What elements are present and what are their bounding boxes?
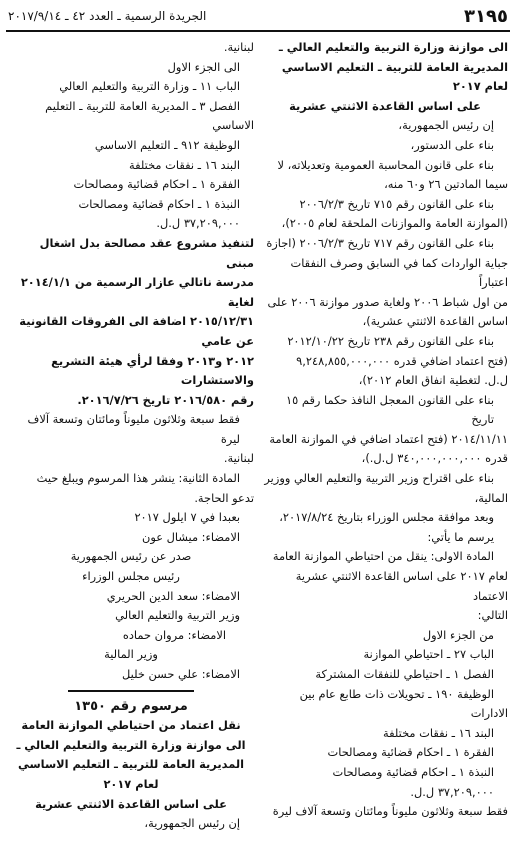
left-column-line: الباب ١١ ـ وزارة التربية والتعليم العالي: [59, 79, 240, 94]
left-column-line: الفقرة ١ ـ احكام قضائية ومصالحات: [73, 177, 240, 192]
left-column-line: لبنانية.: [223, 40, 254, 54]
left-column-line: فقط سبعة وثلاثون مليوناً ومائتان وتسعة آلاف ليرة: [27, 412, 240, 446]
right-column-line: لعام ٢٠١٧ على اساس القاعدة الاثنتي عشرية الاعتماد: [295, 569, 508, 603]
right-column: [262, 38, 508, 822]
right-column-line: ٢٠١٤/١١/١١ (فتح اعتماد اضافي في الموازنة العامة: [269, 431, 508, 446]
decree-1350-line: على اساس القاعدة الاثنتي عشرية: [35, 796, 227, 811]
right-column-line: بناء على القانون رقم ٧١٧ تاريخ ٢٠٠٦/٢/٣ (اجازة: [266, 235, 494, 250]
right-column-line: من اول شباط ٢٠٠٦ ولغاية صدور موازنة ٢٠٠٦ على: [267, 294, 508, 309]
right-column-line: (الموازنة العامة والموازنات الملحقة لعام ٢٠٠٥)،: [281, 216, 508, 231]
right-column-line: الادارات: [470, 706, 508, 721]
right-column-line: بناء على القانون رقم ٧١٥ تاريخ ٢٠٠٦/٢/٣: [299, 196, 494, 211]
right-column-line: بناء على اقتراح وزير التربية والتعليم العالي ووزير: [264, 471, 494, 486]
left-column-line: الفصل ٣ ـ المديرية العامة للتربية ـ التعليم: [45, 98, 240, 113]
right-column-line: ٣٧,٢٠٩,٠٠٠ ل.ل.: [410, 784, 494, 799]
right-column-line: لعام ٢٠١٧: [452, 79, 508, 94]
left-column-line: رقم ٢٠١٦/٥٨٠ تاريخ ٢٠١٦/٧/٢٦.: [77, 392, 254, 407]
right-column-line: الى موازنة وزارة التربية والتعليم العالي ـ: [278, 40, 508, 54]
left-column-line: المادة الثانية: ينشر هذا المرسوم ويبلغ حيث: [36, 471, 240, 486]
right-column-line: بناء على القانون المعجل النافذ حكما رقم ١٥ تاريخ: [286, 392, 494, 427]
right-column-line: التالي:: [477, 608, 508, 623]
left-column-line: وزير المالية: [104, 647, 158, 662]
gazette-title: الجريدة الرسمية ـ العدد ٤٢ ـ ٢٠١٧/٩/١٤: [8, 9, 207, 23]
decree-1350-line: إن رئيس الجمهورية،: [144, 816, 240, 831]
right-column-line: سيما المادتين ٢٦ و٦٠ منه،: [384, 177, 508, 192]
decree-1350-line: الى موازنة وزارة التربية والتعليم العالي ـ: [16, 737, 246, 752]
right-column-line: من الجزء الاول: [422, 627, 494, 642]
right-column-line: إن رئيس الجمهورية،: [398, 118, 494, 133]
right-column-line: بناء على الدستور،: [410, 137, 494, 152]
right-column-line: فقط سبعة وثلاثون مليوناً ومائتان وتسعة آلاف ليرة: [272, 804, 508, 819]
right-column-line: وبعد موافقة مجلس الوزراء بتاريخ ٢٠١٧/٨/٢٤،: [279, 510, 494, 525]
left-column-line: النبذة ١ ـ احكام قضائية ومصالحات: [78, 196, 240, 211]
left-column-line: مدرسة ناتالي عازار الرسمية من ٢٠١٤/١/١ لغاية: [20, 275, 254, 309]
left-column: [8, 38, 254, 834]
header-rule: [6, 30, 510, 32]
left-column-line: الامضاء: مروان حماده: [122, 627, 226, 642]
right-column-line: المديرية العامة للتربية ـ التعليم الاساسي: [281, 59, 508, 74]
decree-1350-line: نقل اعتماد من احتياطي الموازنة العامة: [21, 718, 241, 733]
right-column-line: يرسم ما يأتي:: [427, 529, 494, 544]
right-column-line: على اساس القاعدة الاثنتي عشرية: [289, 98, 481, 113]
section-divider: [8, 685, 254, 697]
right-column-line: المالية،: [474, 490, 508, 505]
right-column-line: (فتح اعتماد اضافي قدره ٩,٢٤٨,٨٥٥,٠٠٠,٠٠٠: [296, 353, 508, 368]
left-column-line: الوظيفة ٩١٢ ـ التعليم الاساسي: [94, 137, 240, 152]
left-column-line: بعبدا في ٧ ايلول ٢٠١٧: [134, 510, 240, 525]
right-column-line: جباية الواردات كما في السابق وصرف النفقات اعتباراً: [290, 255, 508, 290]
left-column-line: رئيس مجلس الوزراء: [82, 569, 180, 584]
left-column-line: ٣٧,٢٠٩,٠٠٠ ل.ل.: [156, 216, 240, 231]
left-column-line: لتنفيذ مشروع عقد مصالحة بدل اشغال مبنى: [39, 235, 254, 270]
left-column-line: تدعو الحاجة.: [194, 490, 254, 505]
page-header: [0, 0, 516, 32]
right-column-line: الفصل ١ ـ احتياطي للنفقات المشتركة: [315, 667, 494, 681]
left-column-line: وزير التربية والتعليم العالي: [115, 608, 240, 623]
decree-1350-line: لعام ٢٠١٧: [103, 776, 159, 791]
right-column-line: الباب ٢٧ ـ احتياطي الموازنة: [363, 647, 494, 662]
right-column-line: ل.ل. لتغطية انفاق العام ٢٠١٢)،: [358, 373, 508, 388]
left-column-line: الامضاء: سعد الدين الحريري: [106, 588, 240, 603]
left-column-line: الاساسي: [212, 118, 254, 133]
left-column-line: الى الجزء الاول: [167, 59, 240, 74]
right-column-line: الفقرة ١ ـ احكام قضائية ومصالحات: [327, 745, 494, 760]
left-column-line: البند ١٦ ـ نفقات مختلفة: [129, 157, 240, 172]
right-column-line: المادة الاولى: ينقل من احتياطي الموازنة العامة: [272, 549, 494, 564]
left-column-line: الامضاء: علي حسن خليل: [122, 667, 240, 681]
right-column-line: قدره ٣٤٠,٠٠٠,٠٠٠,٠٠٠ ل.ل.)،: [361, 451, 508, 466]
right-column-line: بناء على القانون رقم ٢٣٨ تاريخ ٢٠١٢/١٠/٢٢: [287, 333, 494, 348]
left-column-line: ٢٠١٢ و٢٠١٣ وفقا لرأي هيئة التشريع والاستشارات: [51, 353, 254, 388]
left-column-line: صدر عن رئيس الجمهورية: [70, 549, 192, 564]
right-column-line: النبذة ١ ـ احكام قضائية ومصالحات: [332, 764, 494, 779]
page-number: ٣١٩٥: [464, 6, 508, 27]
left-column-line: ٢٠١٥/١٢/٣١ اضافة الى الفروقات القانونية عن عامي: [19, 314, 254, 348]
right-column-line: البند ١٦ ـ نفقات مختلفة: [383, 725, 494, 740]
right-column-line: الوظيفة ١٩٠ ـ تحويلات ذات طابع عام بين: [299, 686, 494, 701]
right-column-line: اساس القاعدة الاثنتي عشرية)،: [362, 314, 508, 329]
right-column-line: بناء على قانون المحاسبة العمومية وتعديلاته، لا: [277, 157, 494, 172]
decree-1350-line: المديرية العامة للتربية ـ التعليم الاساسي: [17, 757, 245, 772]
decree-1350-line: مرسوم رقم ١٣٥٠: [74, 698, 188, 714]
left-column-line: الامضاء: ميشال عون: [141, 529, 240, 544]
left-column-line: لبنانية.: [223, 451, 254, 466]
